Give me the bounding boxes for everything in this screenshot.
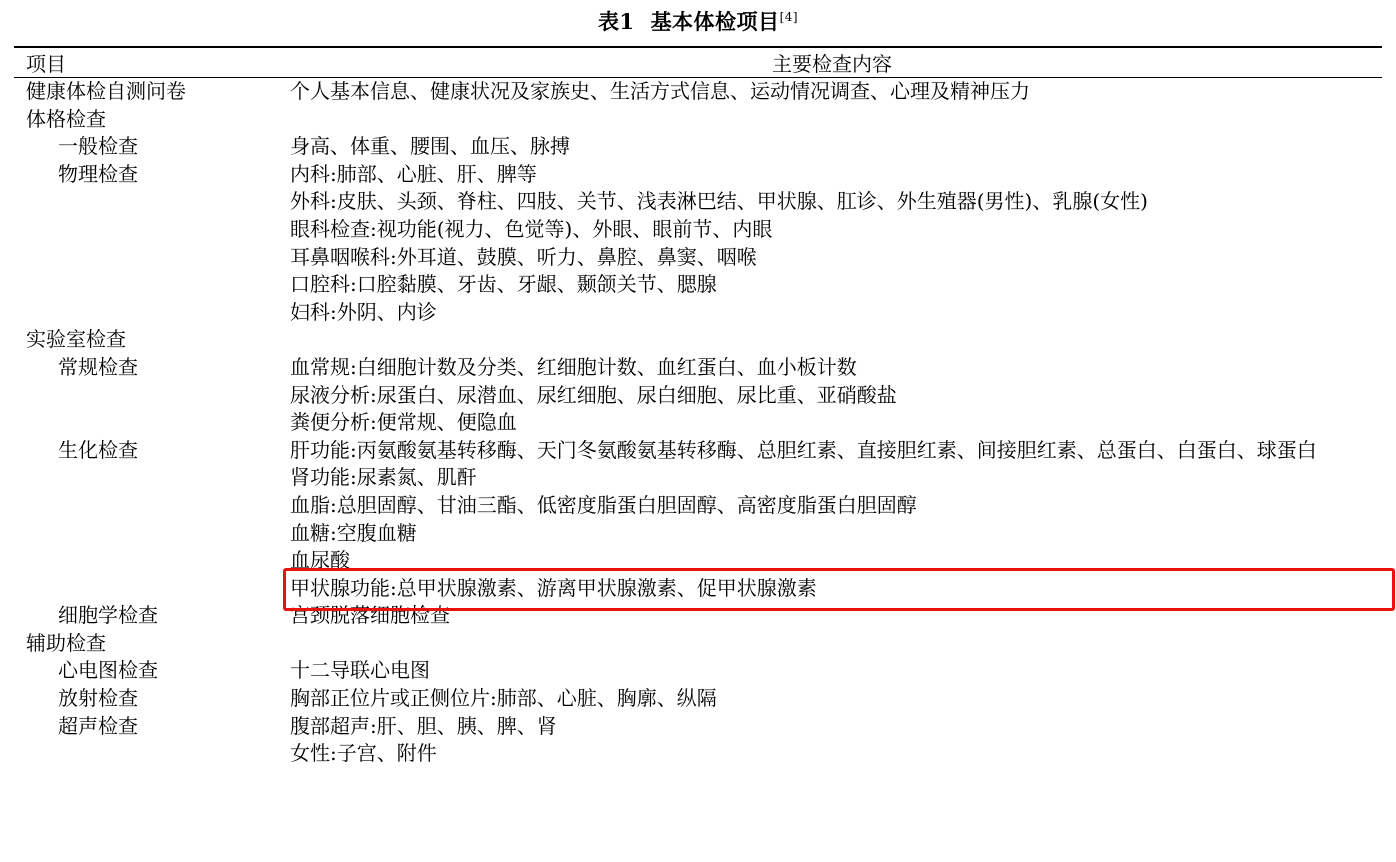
- content-line: 粪便分析:便常规、便隐血: [290, 410, 517, 435]
- row-content: [282, 354, 1382, 437]
- content-line: 宫颈脱落细胞检查: [290, 603, 450, 628]
- row-content: [282, 326, 1382, 354]
- row-item-label: 体格检查: [26, 106, 106, 131]
- health-checkup-table: [14, 48, 1382, 77]
- row-item-label: 生化检查: [58, 437, 138, 462]
- table-row: [14, 713, 1382, 768]
- content-line: 内科:肺部、心脏、肝、脾等: [290, 161, 537, 186]
- content-line: 肝功能:丙氨酸氨基转移酶、天门冬氨酸氨基转移酶、总胆红素、直接胆红素、间接胆红素、总蛋白、白蛋白、球蛋白: [290, 437, 1317, 462]
- row-content: [282, 602, 1382, 630]
- row-item-label: 辅助检查: [26, 630, 106, 655]
- table-row: [14, 657, 1382, 685]
- content-line: 个人基本信息、健康状况及家族史、生活方式信息、运动情况调查、心理及精神压力: [290, 79, 1030, 103]
- row-item-label: 物理检查: [58, 161, 138, 186]
- row-item-label: 实验室检查: [26, 327, 126, 352]
- row-content: [282, 161, 1382, 327]
- table-title-text: 基本体检项目: [650, 9, 780, 34]
- row-item-label: 超声检查: [58, 713, 138, 738]
- content-line: 肾功能:尿素氮、肌酐: [290, 465, 477, 490]
- table-number: 表1: [597, 9, 635, 34]
- row-item-label: 一般检查: [58, 134, 138, 159]
- table-row: [14, 133, 1382, 161]
- content-line: 血糖:空腹血糖: [290, 520, 417, 545]
- content-line: 女性:子宫、附件: [290, 741, 437, 766]
- health-checkup-table-body: [14, 78, 1382, 768]
- table-row: [14, 326, 1382, 354]
- table-row: [14, 78, 1382, 106]
- row-content: [282, 685, 1382, 713]
- content-line: 血常规:白细胞计数及分类、红细胞计数、血红蛋白、血小板计数: [290, 354, 857, 379]
- content-line: 胸部正位片或正侧位片:肺部、心脏、胸廓、纵隔: [290, 686, 717, 711]
- header-content-column: 主要检查内容: [772, 52, 892, 76]
- row-content: [282, 106, 1382, 134]
- header-item-column: 项目: [26, 52, 66, 76]
- reference-marker: [4]: [779, 10, 799, 24]
- content-line-thyroid-function: 甲状腺功能:总甲状腺激素、游离甲状腺激素、促甲状腺激素: [290, 575, 817, 600]
- content-line: 眼科检查:视功能(视力、色觉等)、外眼、眼前节、内眼: [290, 216, 773, 241]
- row-item-label: 健康体检自测问卷: [26, 79, 186, 103]
- table-row: [14, 685, 1382, 713]
- table-row-biochemistry: [14, 437, 1382, 603]
- row-item-label: 放射检查: [58, 686, 138, 711]
- row-content: [282, 713, 1382, 768]
- table-header-row: [14, 48, 1382, 77]
- row-content: [282, 78, 1382, 106]
- table-title: [0, 0, 1396, 46]
- table-row: [14, 161, 1382, 327]
- row-item-label: 常规检查: [58, 354, 138, 379]
- row-item-label: 心电图检查: [58, 658, 158, 683]
- content-line: 腹部超声:肝、胆、胰、脾、肾: [290, 713, 557, 738]
- content-line: 血尿酸: [290, 548, 350, 573]
- content-line: 血脂:总胆固醇、甘油三酯、低密度脂蛋白胆固醇、高密度脂蛋白胆固醇: [290, 492, 917, 517]
- content-line: 口腔科:口腔黏膜、牙齿、牙龈、颞颌关节、腮腺: [290, 272, 717, 297]
- content-line: 妇科:外阴、内诊: [290, 299, 437, 324]
- table-row: [14, 602, 1382, 630]
- table-row: [14, 630, 1382, 658]
- content-line: 耳鼻咽喉科:外耳道、鼓膜、听力、鼻腔、鼻窦、咽喉: [290, 244, 757, 269]
- table-row: [14, 106, 1382, 134]
- row-content: [282, 133, 1382, 161]
- content-line: 外科:皮肤、头颈、脊柱、四肢、关节、浅表淋巴结、甲状腺、肛诊、外生殖器(男性)、乳腺(女性): [290, 189, 1148, 214]
- row-content: [282, 657, 1382, 685]
- row-content: [282, 437, 1382, 603]
- content-line: 十二导联心电图: [290, 658, 430, 683]
- content-line: 身高、体重、腰围、血压、脉搏: [290, 134, 570, 159]
- table-row: [14, 354, 1382, 437]
- content-line: 尿液分析:尿蛋白、尿潜血、尿红细胞、尿白细胞、尿比重、亚硝酸盐: [290, 382, 897, 407]
- row-content: [282, 630, 1382, 658]
- row-item-label: 细胞学检查: [58, 603, 158, 628]
